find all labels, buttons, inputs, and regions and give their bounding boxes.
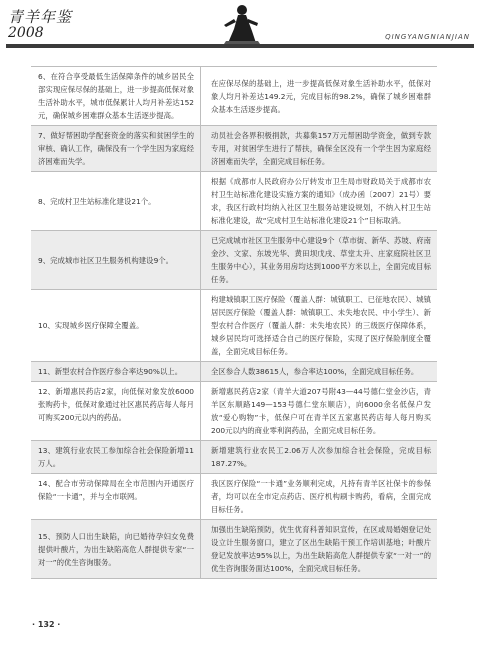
target-item: 11、新型农村合作医疗参合率达90%以上。 xyxy=(31,362,201,381)
target-item-text: 10、实现城乡医疗保障全覆盖。 xyxy=(38,321,144,330)
target-completion-table xyxy=(31,66,437,579)
completion-status: 新增建筑行业农民工2.06万人次参加综合社会保险，完成目标187.27%。 xyxy=(211,446,431,468)
completion-status: 新增惠民药店2家（青羊大道207号附43—44号德仁堂金沙店，青羊区东顺路149—153号德仁堂东顺店），向6000余名低保户发放“爱心购物”卡，低保户可在青羊区五家惠民药店每人每月购买200元以内的商业零利润药品，全面完成目标任务。 xyxy=(211,387,431,435)
completion-status: 我区医疗保险“一卡通”业务顺利完成，凡持有青羊区社保卡的参保者，均可以在全市定点药店、医疗机构刷卡购药，看病，全面完成目标任务。 xyxy=(211,479,431,514)
completion-status: 根据《成都市人民政府办公厅转发市卫生局市财政局关于成都市农村卫生站标准化建设实施方案的通知》（成办函〔2007〕21号）要求，我区行政村均纳入社区卫生服务站建设规划，不纳入村卫生站标准化建设，故“完成村卫生站标准化建设21个”目标取消。 xyxy=(211,177,431,225)
page-number: · 132 · xyxy=(32,620,61,629)
table-row xyxy=(31,126,437,172)
completion-text: 全区参合人数38615人，参合率达100%，全面完成目标任务。 xyxy=(211,367,419,376)
target-item-text: 15、预防人口出生缺陷，向已婚待孕妇女免费提供叶酸片，为出生缺陷高危人群提供专家“一对一”的优生咨询服务。 xyxy=(38,531,194,567)
table-row xyxy=(31,441,437,474)
completion-status xyxy=(201,362,437,381)
header-rule xyxy=(6,44,474,48)
target-item: 13、建筑行业农民工参加综合社会保险新增11万人。 xyxy=(31,441,201,473)
yearbook-year: 2008 xyxy=(8,25,44,41)
completion-status xyxy=(201,126,437,171)
target-item-text: 9、完成城市社区卫生服务机构建设9个。 xyxy=(38,255,174,265)
table-row xyxy=(31,520,437,579)
target-item: 14、配合市劳动保障局在全市范围内开通医疗保险“一卡通”，并与全市联网。 xyxy=(31,474,201,519)
header-tagline: QINGYANGNIANJIAN xyxy=(385,33,470,41)
completion-status: 构建城镇职工医疗保险（覆盖人群：城镇职工、已征地农民）、城镇居民医疗保险（覆盖人群：城镇职工、未失地农民、中小学生）、新型农村合作医疗（覆盖人群：未失地农民）的三级医疗保障体系，城乡居民均可选择适合自己的医疗保险，实现了医疗保险制度全覆盖，全面完成目标任务。 xyxy=(211,295,431,356)
completion-text: 动员社会各界积极捐款，共募集157万元帮困助学资金，做到专款专用，对贫困学生进行了帮扶，确保全区没有一个学生因为家庭经济困难而失学，全面完成目标任务。 xyxy=(211,131,431,166)
target-item xyxy=(31,290,201,361)
page-header xyxy=(0,0,480,48)
table-row xyxy=(31,67,437,126)
target-item: 6、在符合享受最低生活保障条件的城乡居民全部实现应保尽保的基础上，进一步提高低保对象生活补助水平，城市低保累计人均月补差达152元，确保城乡困难群众基本生活逐步提高。 xyxy=(31,67,201,125)
target-item-text: 8、完成村卫生站标准化建设21个。 xyxy=(38,196,156,206)
table-row xyxy=(31,362,437,382)
completion-status xyxy=(201,67,437,125)
table-row xyxy=(31,231,437,290)
table-row xyxy=(31,474,437,520)
target-item xyxy=(31,172,201,230)
yearbook-title: 青羊年鉴 xyxy=(8,8,73,26)
target-item xyxy=(31,231,201,289)
table-row xyxy=(31,172,437,231)
completion-status: 加强出生缺陷预防，优生优育科普知识宣传，在区或局婚姻登记处设立计生服务窗口，建立了区出生缺陷干预工作培训基地；叶酸片登记发放率达95%以上，为出生缺陷高危人群提供专家“一对一”的优生咨询服务面达100%，全面完成目标任务。 xyxy=(211,525,431,573)
target-item: 7、做好帮困助学配套资金的落实和贫困学生的审核、确认工作，确保没有一个学生因为家庭经济困难而失学。 xyxy=(31,126,201,171)
mascot-figure-icon xyxy=(218,3,264,45)
yearbook-brand xyxy=(8,10,72,40)
target-item: 12、新增惠民药店2家，向低保对象发放6000张购药卡，低保对象通过社区惠民药店每人每月可购买200元以内的药品。 xyxy=(31,382,201,440)
completion-status: 已完成城市社区卫生服务中心建设9个（草市街、新华、苏坡、府南金沙、文家、东坡光华、黄田坝戊戌、草堂太升、庄家庭院社区卫生服务中心），其业务用房均达到1000平方米以上，全面完成目标任务。 xyxy=(211,236,431,284)
target-item xyxy=(31,520,201,578)
completion-text: 在应保尽保的基础上，进一步提高低保对象生活补助水平，低保对象人均月补差达149.2元，完成目标的98.2%，确保了城乡困难群众基本生活逐步提高。 xyxy=(211,78,431,114)
table-row xyxy=(31,290,437,362)
table-row xyxy=(31,382,437,441)
